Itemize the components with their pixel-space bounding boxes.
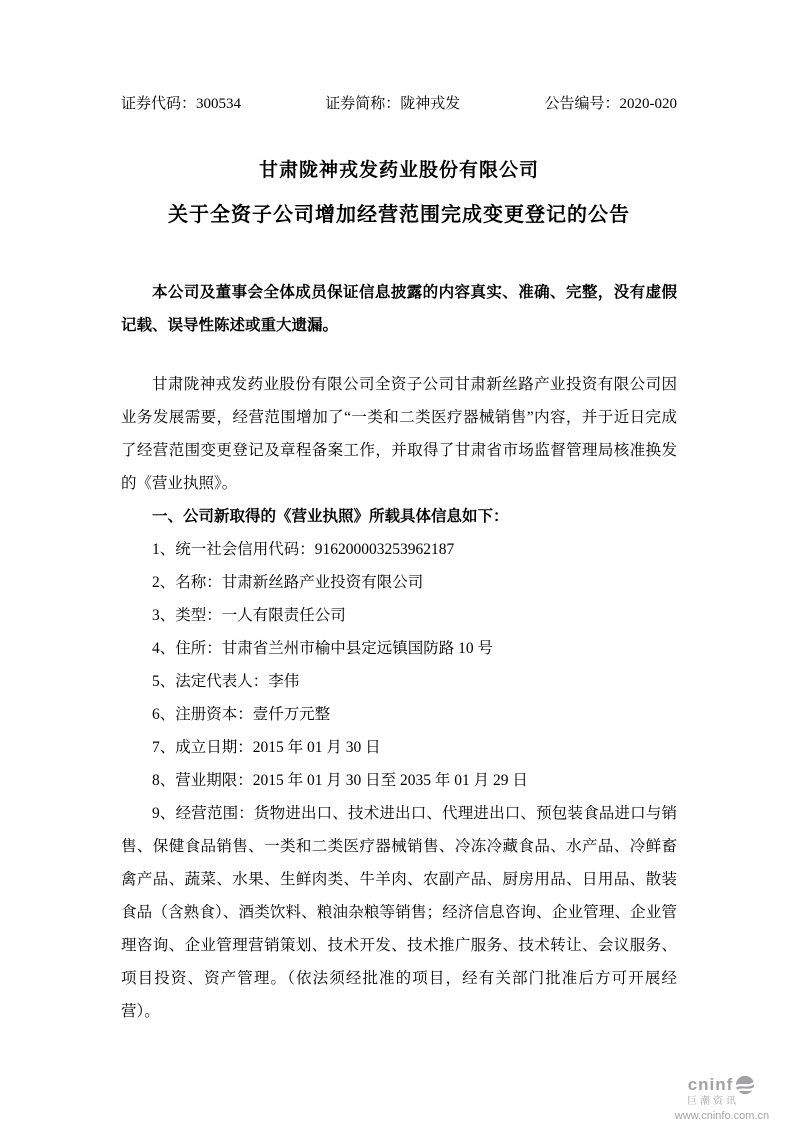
announcement-title: 关于全资子公司增加经营范围完成变更登记的公告 [168, 204, 630, 226]
intro-paragraph: 甘肃陇神戎发药业股份有限公司全资子公司甘肃新丝路产业投资有限公司因业务发展需要，经营范围增加了“一类和二类医疗器械销售”内容，并于近日完成了经营范围变更登记及章程备案工作，并取得了甘肃省市场监督管理局核准换发的《营业执照》。 [121, 376, 677, 492]
disclaimer-paragraph: 本公司及董事会全体成员保证信息披露的内容真实、准确、完整，没有虚假记载、误导性陈述或重大遗漏。 [121, 284, 677, 334]
license-item-credit-code: 1、统一社会信用代码：916200003253962187 [152, 541, 455, 558]
stock-code: 证券代码：300534 [121, 96, 242, 112]
document-content [121, 0, 677, 1028]
license-item-type: 3、类型：一人有限责任公司 [152, 607, 346, 624]
license-item-business-term: 8、营业期限：2015 年 01 月 30 日至 2035 年 01 月 29 日 [152, 772, 528, 789]
cninfo-logo-url: www.cninfo.com.cn [674, 1110, 770, 1122]
license-item-address: 4、住所：甘肃省兰州市榆中县定远镇国防路 10 号 [152, 640, 494, 657]
license-item-name: 2、名称：甘肃新丝路产业投资有限公司 [152, 574, 424, 591]
stock-name: 证券简称：陇神戎发 [325, 96, 461, 112]
cninfo-swirl-icon [734, 1074, 756, 1096]
license-item-legal-representative: 5、法定代表人：李伟 [152, 673, 300, 690]
cninfo-logo-text: cninf [687, 1075, 734, 1094]
cninfo-logo [657, 1074, 787, 1122]
announcement-number: 公告编号：2020-020 [544, 96, 677, 112]
business-scope-paragraph: 9、经营范围：货物进出口、技术进出口、代理进出口、预包装食品进口与销售、保健食品销售、一类和二类医疗器械销售、冷冻冷藏食品、水产品、冷鲜畜禽产品、蔬菜、水果、生鲜肉类、牛羊肉、农副产品、厨房用品、日用品、散装食品（含熟食）、酒类饮料、粮油杂粮等销售；经济信息咨询、企业管理、企业管理咨询、企业管理营销策划、技术开发、技术推广服务、技术转让、会议服务、项目投资、资产管理。（依法须经批准的项目，经有关部门批准后方可开展经营）。 [121, 805, 677, 1020]
cninfo-logo-main [688, 1074, 757, 1096]
company-title: 甘肃陇神戎发药业股份有限公司 [258, 160, 539, 181]
document-header [121, 95, 677, 113]
license-item-registered-capital: 6、注册资本：壹仟万元整 [152, 706, 331, 723]
section-heading: 一、公司新取得的《营业执照》所载具体信息如下： [152, 508, 509, 525]
license-item-establishment-date: 7、成立日期：2015 年 01 月 30 日 [152, 739, 381, 756]
cninfo-logo-subtext: 巨潮资讯 [687, 1096, 739, 1107]
